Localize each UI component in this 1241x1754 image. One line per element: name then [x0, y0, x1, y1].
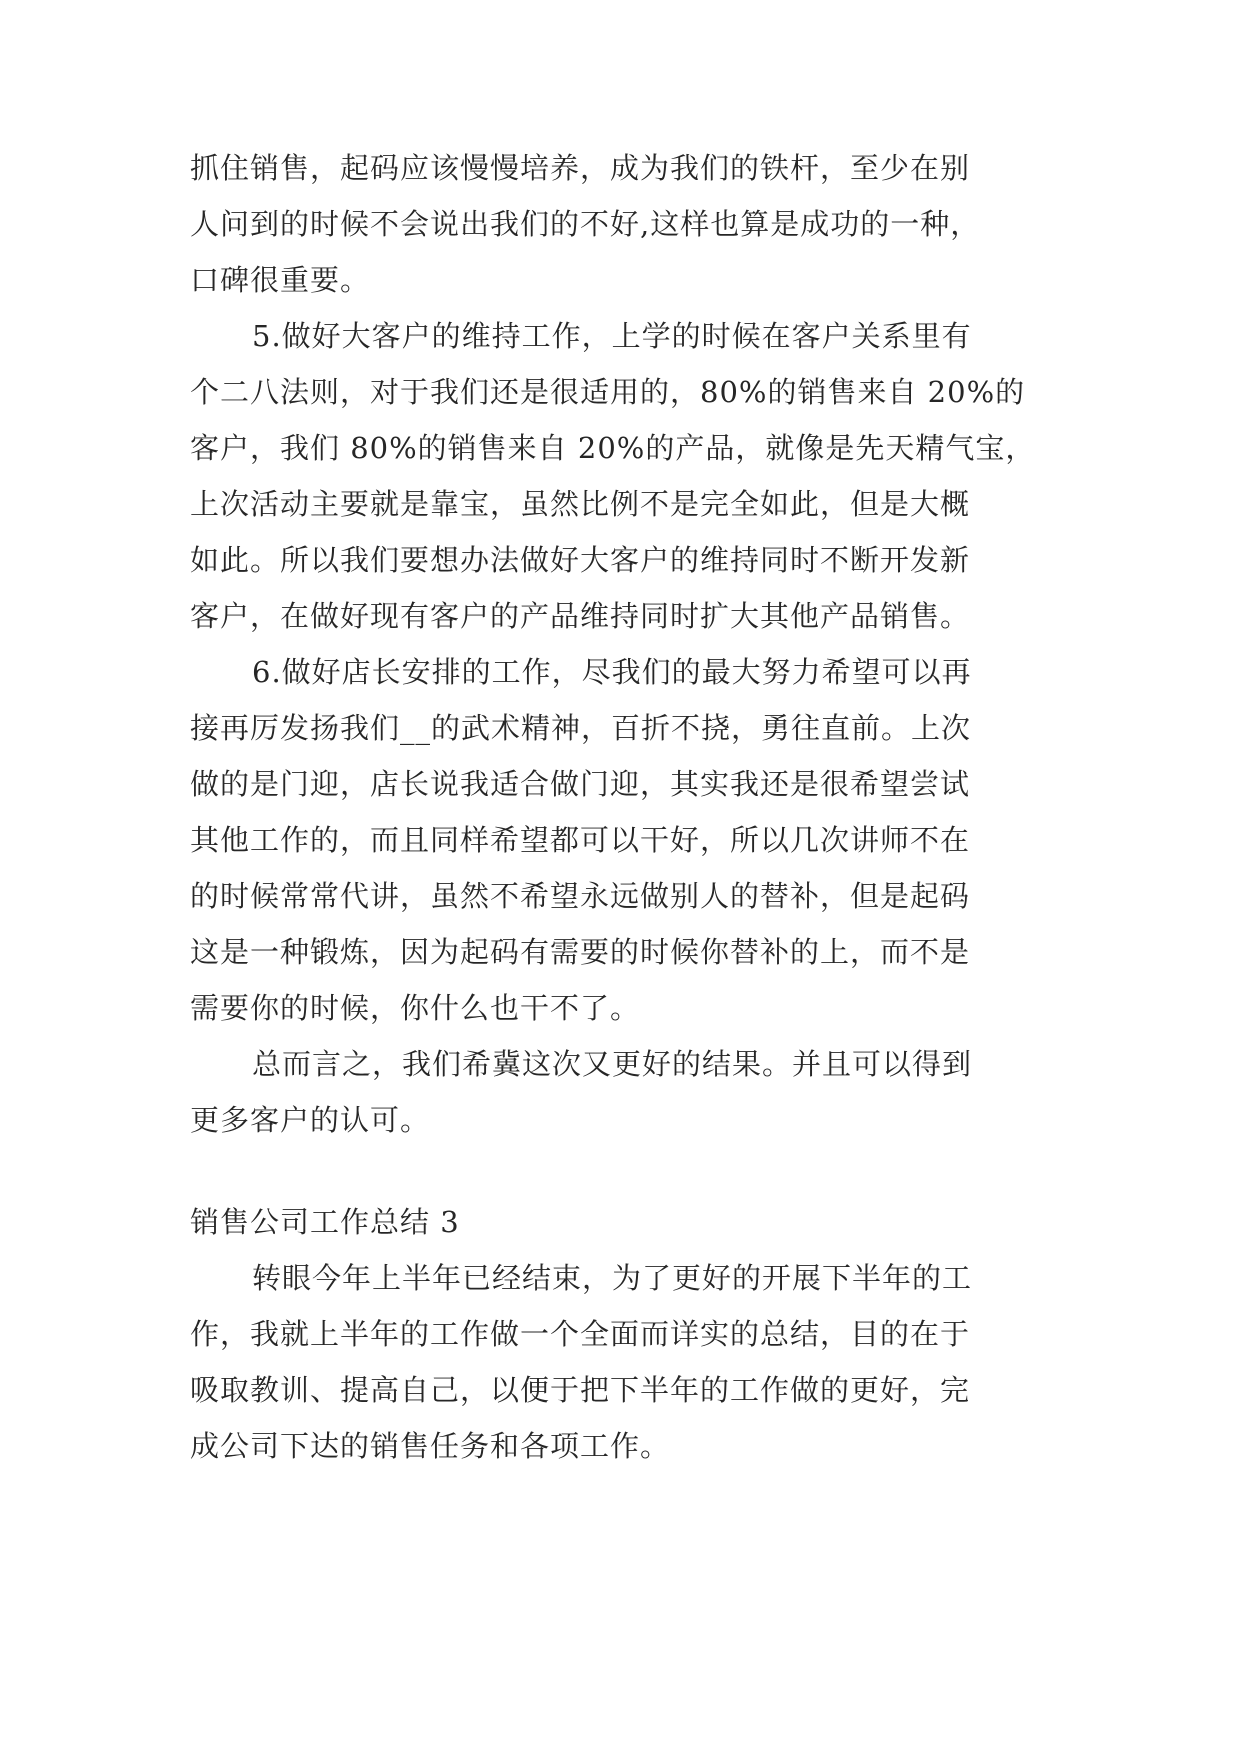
paragraph-line: 作，我就上半年的工作做一个全面而详实的总结，目的在于: [190, 1317, 971, 1351]
paragraph-line: 5.做好大客户的维持工作，上学的时候在客户关系里有: [252, 319, 972, 353]
paragraph-line: 上次活动主要就是靠宝，虽然比例不是完全如此，但是大概: [190, 487, 971, 521]
paragraph-line: 6.做好店长安排的工作，尽我们的最大努力希望可以再: [252, 655, 972, 689]
paragraph-line: 的时候常常代讲，虽然不希望永远做别人的替补，但是起码: [190, 879, 971, 913]
paragraph-line: 口碑很重要。: [190, 263, 371, 297]
paragraph-line: 其他工作的，而且同样希望都可以干好，所以几次讲师不在: [190, 823, 971, 857]
paragraph-line: 这是一种锻炼，因为起码有需要的时候你替补的上，而不是: [190, 935, 971, 969]
paragraph-line: 客户，我们 80%的销售来自 20%的产品，就像是先天精气宝，: [190, 431, 1036, 465]
paragraph-line: 人问到的时候不会说出我们的不好,这样也算是成功的一种，: [190, 207, 981, 241]
paragraph-line: 成公司下达的销售任务和各项工作。: [190, 1429, 671, 1463]
paragraph-line: 吸取教训、提高自己，以便于把下半年的工作做的更好，完: [190, 1373, 971, 1407]
paragraph-line: 更多客户的认可。: [190, 1103, 431, 1137]
paragraph-line: 抓住销售，起码应该慢慢培养，成为我们的铁杆，至少在别: [190, 151, 971, 185]
paragraph-line: 如此。所以我们要想办法做好大客户的维持同时不断开发新: [190, 543, 971, 577]
paragraph-line: 转眼今年上半年已经结束，为了更好的开展下半年的工: [252, 1261, 973, 1295]
paragraph-line: 客户，在做好现有客户的产品维持同时扩大其他产品销售。: [190, 599, 971, 633]
paragraph-line: 做的是门迎，店长说我适合做门迎，其实我还是很希望尝试: [190, 767, 971, 801]
paragraph-line: 个二八法则，对于我们还是很适用的，80%的销售来自 20%的: [190, 375, 1026, 409]
paragraph-line: 需要你的时候，你什么也干不了。: [190, 991, 641, 1025]
section-heading: 销售公司工作总结 3: [190, 1205, 460, 1239]
paragraph-line: 接再厉发扬我们__的武术精神，百折不挠，勇往直前。上次: [190, 711, 972, 745]
paragraph-line: 总而言之，我们希冀这次又更好的结果。并且可以得到: [252, 1047, 973, 1081]
